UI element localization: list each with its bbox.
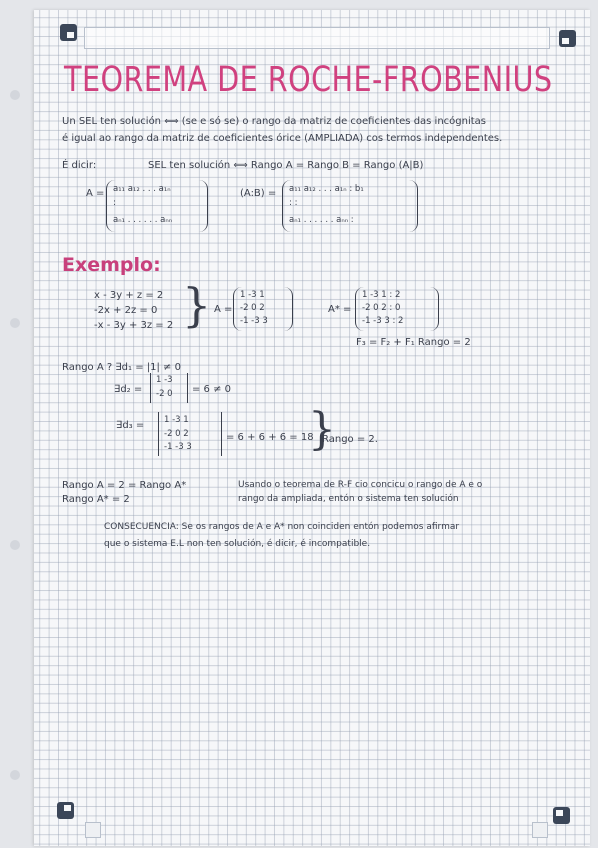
footer-mark-left: [85, 822, 101, 838]
d3-conclusion: Rango = 2.: [322, 434, 378, 445]
system-eq-1: x - 3y + z = 2: [94, 290, 164, 301]
example-matrix-astar-label: A* =: [328, 304, 352, 315]
page-title: TEOREMA DE ROCHE-FROBENIUS: [64, 60, 553, 100]
matrix-a-label: A =: [86, 188, 105, 199]
binder-hole: [10, 90, 20, 100]
intro-line-1: Un SEL ten solución ⟺ (se e só se) o rango da matriz de coeficientes das incógnitas: [62, 116, 487, 127]
d3-row: -1 -3 3: [164, 442, 192, 452]
matrix-a-row: a₁₁ a₁₂ . . . a₁ₙ: [113, 184, 171, 194]
row-operation-note: F₃ = F₂ + F₁ Rango = 2: [356, 337, 471, 348]
d3-row: 1 -3 1: [164, 415, 189, 425]
d2-label: ∃d₂ =: [114, 384, 143, 395]
binder-hole: [10, 318, 20, 328]
header-box: [84, 27, 550, 49]
example-matrix-a-row: -1 -3 3: [240, 316, 268, 326]
binder-hole: [10, 770, 20, 780]
system-eq-2: -2x + 2z = 0: [94, 305, 158, 316]
system-eq-3: -x - 3y + 3z = 2: [94, 320, 174, 331]
corner-mark-bottom-left: [57, 802, 74, 819]
matrix-ab-row: a₁₁ a₁₂ . . . a₁ₙ : b₁: [289, 184, 364, 194]
d2-result: = 6 ≠ 0: [192, 384, 232, 395]
consecuencia-line-1: CONSECUENCIA: Se os rangos de A e A* non coinciden entón podemos afirmar: [104, 522, 460, 532]
corner-mark-bottom-right: [553, 807, 570, 824]
example-matrix-a-row: -2 0 2: [240, 303, 265, 313]
usando-line-2: rango da ampliada, entón o sistema ten solución: [238, 494, 459, 504]
corner-mark-top-left: [60, 24, 77, 41]
summary-line-2: Rango A* = 2: [62, 494, 130, 505]
example-matrix-a-label: A =: [214, 304, 233, 315]
consecuencia-line-2: que o sistema E.L non ten solución, é dicir, é incompatible.: [104, 539, 371, 549]
example-matrix-a-row: 1 -3 1: [240, 290, 265, 300]
matrix-ab-row: : :: [289, 198, 298, 208]
footer-mark-right: [532, 822, 548, 838]
matrix-a-row: :: [113, 198, 116, 208]
d3-determinant: [158, 412, 222, 456]
summary-line-1: Rango A = 2 = Rango A*: [62, 480, 187, 491]
example-matrix-astar-row: -2 0 2 : 0: [362, 303, 401, 313]
d3-result: = 6 + 6 + 6 = 18: [226, 432, 314, 443]
matrix-a: [106, 180, 208, 232]
intro-line-2: é igual ao rango da matriz de coeficientes órice (AMPLIADA) cos termos independentes.: [62, 133, 503, 144]
matrix-ab: [282, 180, 418, 232]
matrix-ab-row: aₙ₁ . . . . . . aₙₙ :: [289, 215, 354, 225]
d2-row: -2 0: [156, 389, 173, 399]
example-matrix-a: [233, 287, 293, 331]
d3-brace: }: [308, 404, 336, 455]
d2-row: 1 -3: [156, 375, 173, 385]
d2-determinant: [150, 373, 188, 403]
d3-label: ∃d₃ =: [116, 420, 145, 431]
edicir-statement: SEL ten solución ⟺ Rango A = Rango B = Rango (A|B): [148, 160, 424, 171]
system-brace: }: [182, 278, 212, 332]
exemplo-heading: Exemplo:: [62, 254, 161, 276]
usando-line-1: Usando o teorema de R-F cio concicu o rango de A e o: [238, 480, 483, 490]
edicir-label: É dicir:: [62, 160, 97, 171]
binder-hole: [10, 540, 20, 550]
example-matrix-astar-row: 1 -3 1 : 2: [362, 290, 401, 300]
example-matrix-astar-row: -1 -3 3 : 2: [362, 316, 404, 326]
example-matrix-astar: [355, 287, 439, 331]
corner-mark-top-right: [559, 30, 576, 47]
d3-row: -2 0 2: [164, 429, 189, 439]
matrix-a-row: aₙ₁ . . . . . . aₙₙ: [113, 215, 173, 225]
rango-a-line: Rango A ? ∃d₁ = |1| ≠ 0: [62, 362, 181, 373]
matrix-ab-label: (A:B) =: [240, 188, 277, 199]
